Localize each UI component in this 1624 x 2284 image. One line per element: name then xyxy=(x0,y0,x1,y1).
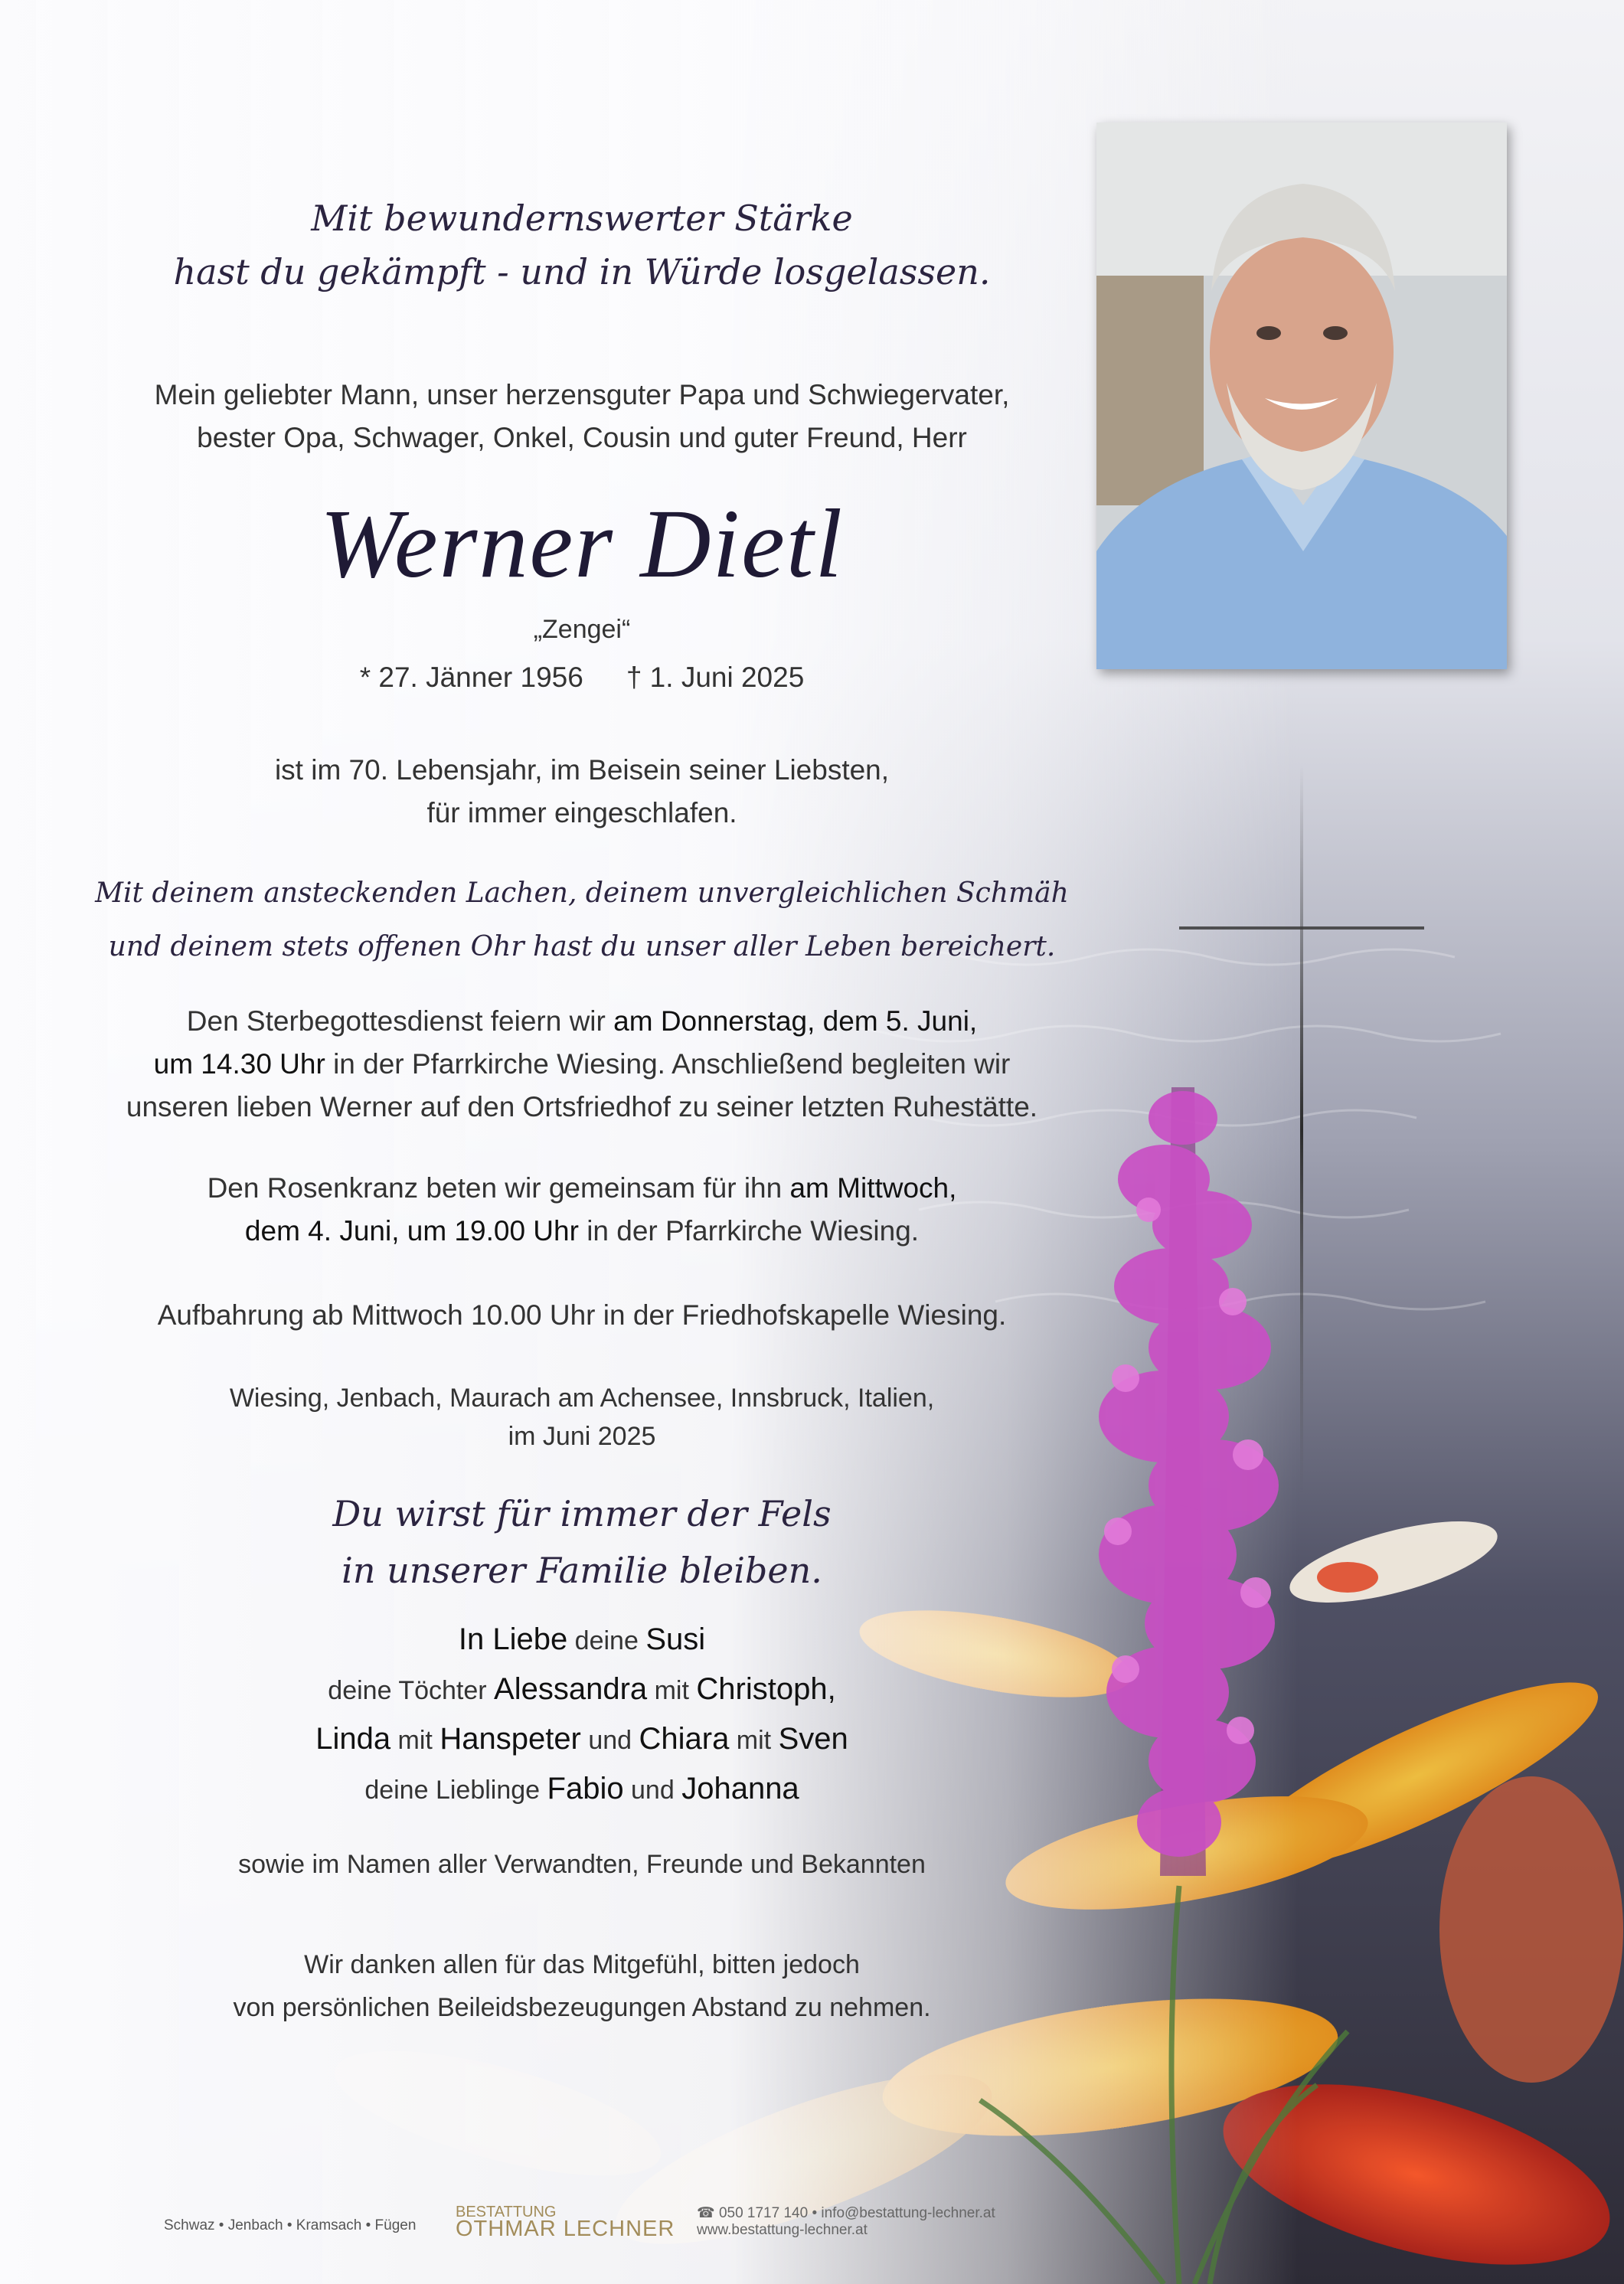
logo-small-text: BESTATTUNG xyxy=(456,2204,557,2220)
closing-quote xyxy=(61,1485,1103,1599)
funeral-home-footer xyxy=(161,2204,1080,2250)
quote-line: und deinem stets offenen Ohr hast du unser aller Leben bereichert. xyxy=(108,931,1056,962)
family-line: In Liebe deine Susi xyxy=(458,1622,706,1656)
funeral-home-logo xyxy=(456,2204,675,2241)
intro-line: bester Opa, Schwager, Onkel, Cousin und guter Freund, Herr xyxy=(197,422,967,453)
rosary-line: Den Rosenkranz beten wir gemeinsam für ihn xyxy=(207,1172,790,1204)
opening-motto xyxy=(61,191,1103,299)
closing-quote-line: Du wirst für immer der Fels xyxy=(332,1493,832,1534)
motto-line: Mit bewundernswerter Stärke xyxy=(311,198,853,239)
footer-website-link[interactable]: www.bestattung-lechner.at xyxy=(697,2222,868,2238)
tribute-quote xyxy=(61,867,1103,974)
footer-towns: Schwaz • Jenbach • Kramsach • Fügen xyxy=(164,2217,417,2233)
footer-contact xyxy=(697,2205,995,2239)
introduction xyxy=(61,374,1103,459)
rosary-line: in der Pfarrkirche Wiesing. xyxy=(578,1215,920,1247)
funeral-date: am Donnerstag, dem 5. Juni, xyxy=(613,1005,978,1037)
funeral-text: in der Pfarrkirche Wiesing. Anschließend begleiten wir xyxy=(325,1048,1011,1080)
life-dates xyxy=(61,658,1103,697)
death-date: † 1. Juni 2025 xyxy=(626,662,805,693)
family-line: deine Lieblinge Fabio und Johanna xyxy=(364,1772,799,1805)
closing-quote-line: in unserer Familie bleiben. xyxy=(341,1550,822,1591)
rosary-text xyxy=(61,1167,1103,1253)
quote-line: Mit deinem ansteckenden Lachen, deinem unvergleichlichen Schmäh xyxy=(95,877,1069,909)
place-line: im Juni 2025 xyxy=(508,1422,656,1451)
rosary-datetime: dem 4. Juni, um 19.00 Uhr xyxy=(244,1215,579,1247)
viewing-text: Aufbahrung ab Mittwoch 10.00 Uhr in der Friedhofskapelle Wiesing. xyxy=(157,1299,1007,1331)
funeral-text: unseren lieben Werner auf den Ortsfriedhof zu seiner letzten Ruhestätte. xyxy=(126,1091,1038,1122)
passing-line: ist im 70. Lebensjahr, im Beisein seiner Liebsten, xyxy=(274,754,890,786)
place-date xyxy=(61,1379,1103,1456)
passing-text xyxy=(61,749,1103,835)
funeral-service-text xyxy=(61,1000,1103,1129)
family-line: deine Töchter Alessandra mit Christoph, xyxy=(328,1672,836,1706)
thanks-line: von persönlichen Beileidsbezeugungen Abstand zu nehmen. xyxy=(233,1993,931,2022)
passing-line: für immer eingeschlafen. xyxy=(426,797,737,828)
funeral-time: um 14.30 Uhr xyxy=(153,1048,325,1080)
footer-phone-email[interactable]: ☎ 050 1717 140 • info@bestattung-lechner.at xyxy=(697,2205,995,2221)
thanks-line: Wir danken allen für das Mitgefühl, bitten jedoch xyxy=(304,1950,860,1979)
motto-line: hast du gekämpft - und in Würde losgelassen. xyxy=(173,251,991,292)
intro-line: Mein geliebter Mann, unser herzensguter Papa und Schwiegervater, xyxy=(154,379,1010,410)
thanks-note xyxy=(61,1943,1103,2029)
family-line: Linda mit Hanspeter und Chiara mit Sven xyxy=(315,1722,848,1756)
deceased-name: Werner Dietl xyxy=(319,489,845,598)
nickname: „Zengei“ xyxy=(533,615,631,644)
birth-date: * 27. Jänner 1956 xyxy=(359,662,583,693)
relatives-note: sowie im Namen aller Verwandten, Freunde und Bekannten xyxy=(238,1850,926,1879)
logo-name: OTHMAR LECHNER xyxy=(456,2217,675,2241)
funeral-text: Den Sterbegottesdienst feiern wir xyxy=(186,1005,614,1037)
rosary-day: am Mittwoch, xyxy=(789,1172,957,1204)
family-mourners xyxy=(61,1616,1103,1815)
place-line: Wiesing, Jenbach, Maurach am Achensee, Innsbruck, Italien, xyxy=(229,1384,935,1413)
